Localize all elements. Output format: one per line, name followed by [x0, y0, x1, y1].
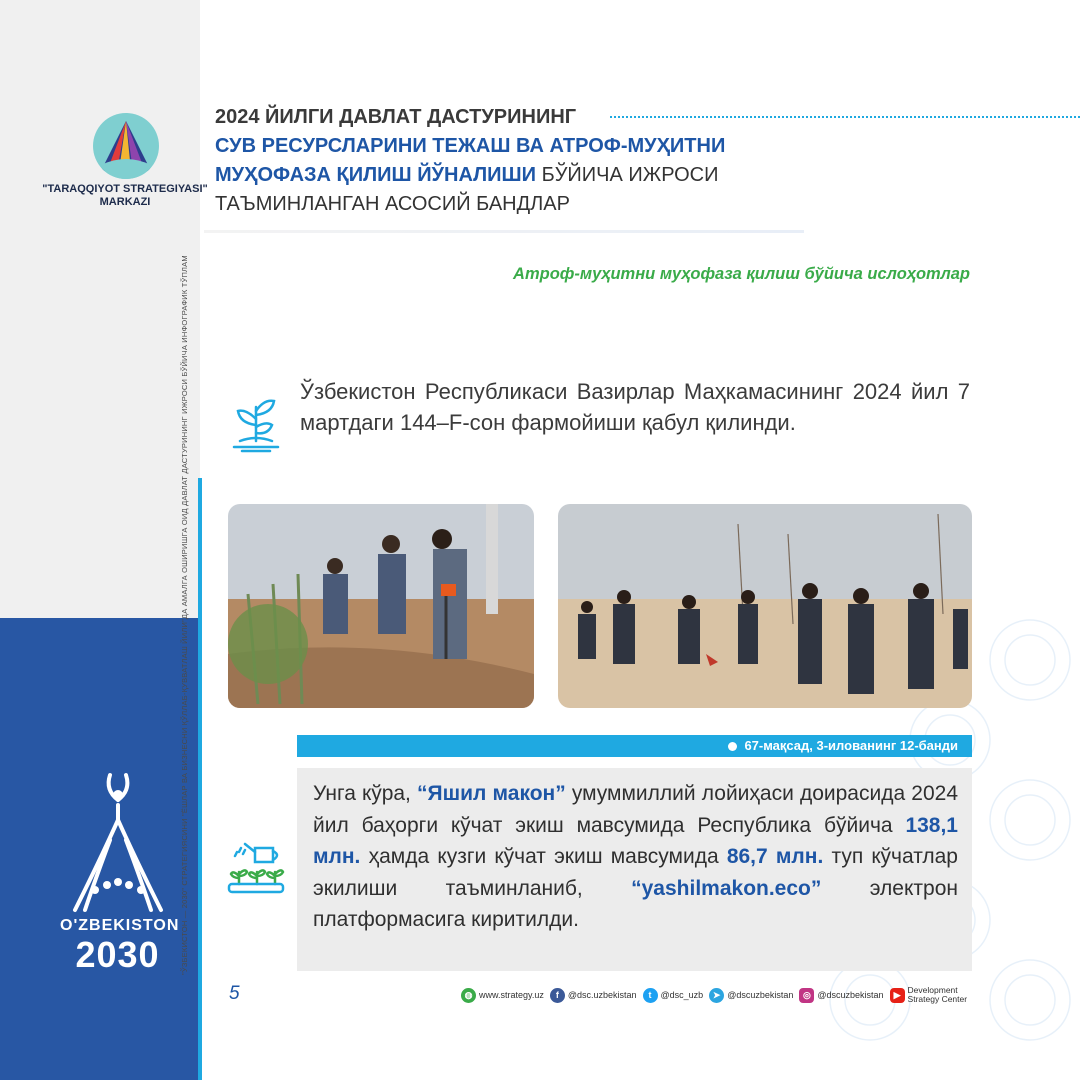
result-highlight-4: “yashilmakon.eco” — [631, 876, 822, 900]
result-highlight-2: 138,1 млн. — [313, 813, 958, 868]
goal-label — [728, 738, 958, 753]
page-number: 5 — [229, 983, 240, 1004]
goal-label-text: 67-мақсад, 3-илованинг 12-банди — [744, 738, 958, 753]
vertical-caption: "ЎЗБЕКИСТОН — 2030" СТРАТЕГИЯСИНИ "ЁШЛАР ВА БИЗНЕСНИ ҚЎЛЛАБ-ҚУВВАТЛАШ ЙИЛИ"ДА АМАЛГА ОШИРИШГА ОИД ДАВЛАТ ДАСТУРИНИНГ ИЖРОСИ БЎЙИЧА ИНФОГРАФИК ТЎПЛАМ — [180, 255, 189, 975]
header-underline — [204, 230, 804, 233]
facebook-link[interactable] — [550, 988, 637, 1003]
facebook-icon: f — [550, 988, 565, 1003]
watering-can-icon — [225, 838, 287, 900]
youtube-text-line1: Development — [907, 985, 958, 995]
decree-paragraph: Ўзбекистон Республикаси Вазирлар Маҳкамасининг 2024 йил 7 мартдаги 144–F-сон фармойиши қабул қилинди. — [300, 379, 970, 435]
header-line3 — [215, 161, 835, 190]
bullet-icon — [728, 742, 737, 751]
youtube-icon: ▶ — [890, 988, 905, 1003]
result-textbox — [297, 768, 972, 971]
header-line4-text: ТАЪМИНЛАНГАН АСОСИЙ БАНДЛАР — [215, 193, 570, 215]
goal-bar — [297, 735, 972, 757]
result-text-1: Унга кўра, — [313, 782, 418, 805]
instagram-link[interactable] — [799, 988, 883, 1003]
social-footer — [461, 985, 973, 1005]
facebook-text: @dsc.uzbekistan — [567, 990, 637, 1000]
result-text-4: туп кўчатлар экилиши таъминланиб, — [313, 845, 958, 900]
instagram-icon: ◎ — [799, 988, 814, 1003]
result-paragraph — [313, 778, 958, 936]
page-header — [215, 103, 835, 219]
header-line3-highlight: МУҲОФАЗА ҚИЛИШ ЙЎНАЛИШИ — [215, 164, 537, 186]
youtube-text-line2: Strategy Center — [907, 994, 968, 1004]
result-highlight-1: “Яшил макон” — [417, 782, 566, 805]
tree-planting-photo-2 — [558, 504, 972, 708]
twitter-icon: t — [643, 988, 658, 1003]
org-name-line2: MARKAZI — [99, 196, 151, 208]
header-line2-text: СУВ РЕСУРСЛАРИНИ ТЕЖАШ ВА АТРОФ-МУҲИТНИ — [215, 135, 726, 157]
twitter-text: @dsc_uzb — [660, 990, 704, 1000]
result-text-2: умуммиллий лойиҳаси доирасида 2024 йил баҳорги кўчат экиш мавсумида Республика бўйича — [313, 782, 958, 837]
telegram-icon: ➤ — [709, 988, 724, 1003]
sidebar-top — [0, 0, 200, 618]
result-text-5: электрон платформасига киритилди. — [313, 876, 958, 931]
result-highlight-3: 86,7 млн. — [726, 845, 824, 868]
header-line1: 2024 ЙИЛГИ ДАВЛАТ ДАСТУРИНИНГ — [215, 106, 577, 128]
globe-icon: ◍ — [461, 988, 476, 1003]
telegram-link[interactable] — [709, 988, 793, 1003]
header-line3-rest: БЎЙИЧА ИЖРОСИ — [536, 164, 719, 186]
sprout-icon — [228, 393, 284, 453]
youtube-link[interactable] — [890, 986, 968, 1004]
emblem-word: O'ZBEKISTON — [60, 917, 180, 934]
website-link[interactable] — [461, 988, 544, 1003]
instagram-text: @dscuzbekistan — [817, 990, 884, 1000]
org-logo-icon — [93, 113, 159, 179]
emblem-year: 2030 — [75, 934, 160, 975]
twitter-link[interactable] — [643, 988, 704, 1003]
result-text-3: ҳамда кузги кўчат экиш мавсумида — [360, 845, 727, 868]
section-subtitle: Атроф-муҳитни муҳофаза қилиш бўйича ислоҳотлар — [513, 265, 970, 283]
telegram-text: @dscuzbekistan — [727, 990, 794, 1000]
org-name-line1: "TARAQQIYOT STRATEGIYASI" — [42, 183, 208, 195]
sidebar-accent-line — [198, 478, 202, 1080]
tree-planting-photo-1 — [228, 504, 534, 708]
header-line2 — [215, 132, 835, 161]
header-line4 — [215, 190, 835, 219]
org-name — [40, 183, 210, 209]
website-text: www.strategy.uz — [479, 990, 544, 1000]
